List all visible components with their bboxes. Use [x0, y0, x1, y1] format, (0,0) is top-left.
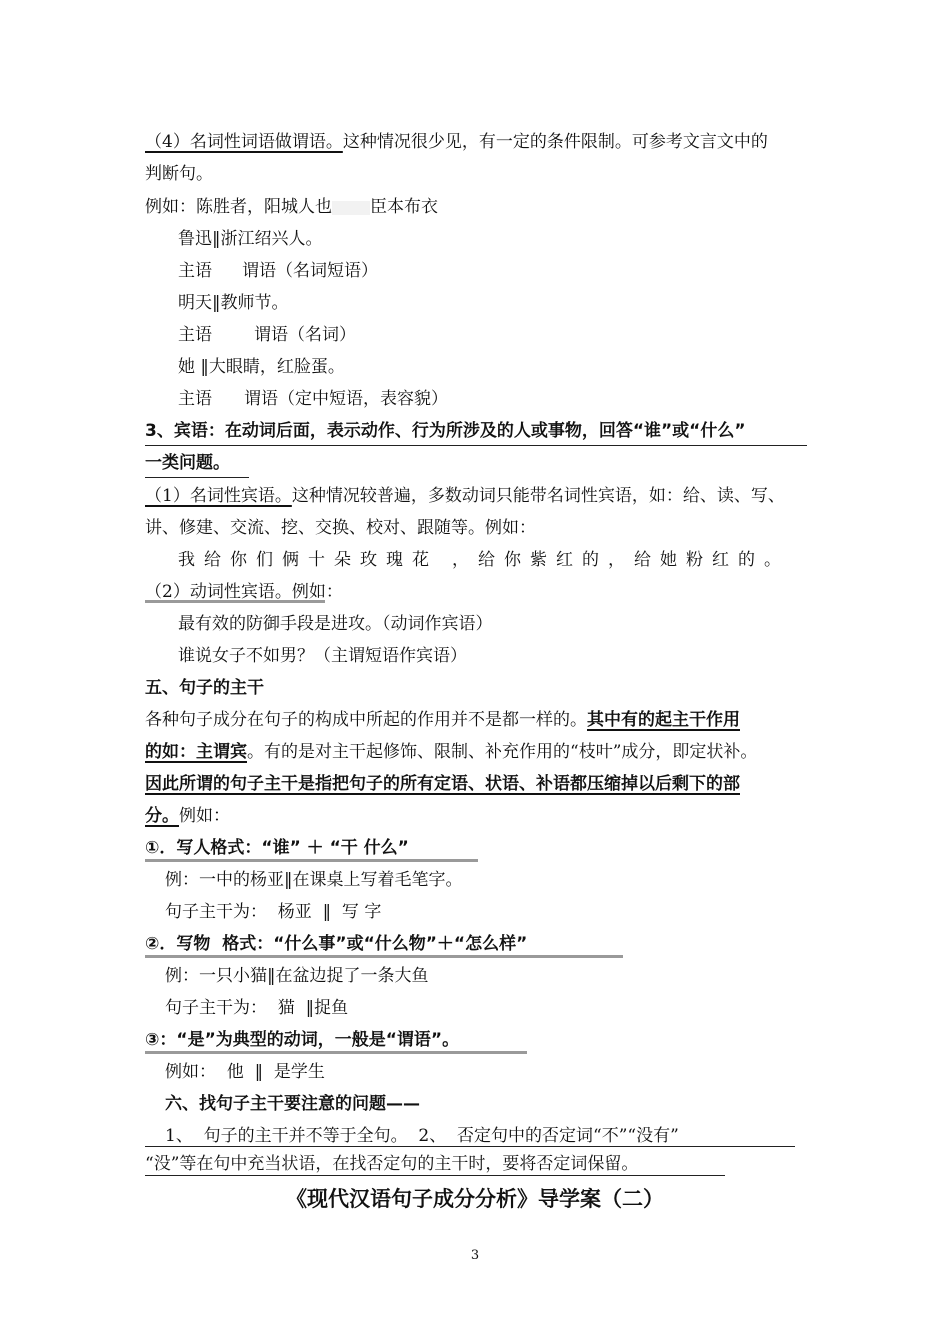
emphasis-text: 分。	[145, 806, 179, 826]
subheading: （2）动词性宾语。	[145, 582, 292, 602]
example-sentence: 例：一中的杨亚‖在课桌上写着毛笔字。	[165, 870, 463, 890]
page-number: 3	[470, 1248, 480, 1263]
section-heading: 五、句子的主干	[145, 678, 264, 698]
formula-heading: ②．写物 格式：“什么事”或“什么物”＋“怎么样”	[145, 934, 528, 954]
example-sentence: 鲁迅‖浙江绍兴人。	[178, 229, 323, 249]
predicate-label: 谓语（名词）	[254, 325, 356, 345]
document-title: 《现代汉语句子成分分析》导学案（二）	[286, 1187, 664, 1211]
heading-underline	[145, 445, 807, 446]
gray-underline	[145, 1051, 527, 1054]
example-line	[145, 196, 438, 218]
formula-heading: ①．写人格式：“谁” ＋ “干 什么”	[145, 838, 409, 858]
emphasis-text: 因此所谓的句子主干是指把句子的所有定语、状语、补语都压缩掉以后剩下的部	[145, 774, 740, 794]
subject-label: 主语	[178, 389, 212, 409]
paragraph-line	[145, 709, 740, 731]
paragraph-line	[145, 805, 230, 827]
paragraph-line: 判断句。	[145, 164, 213, 184]
paragraph-line	[145, 741, 757, 763]
predicate-label: 谓语（名词短语）	[242, 261, 378, 281]
section-heading: 六、找句子主干要注意的问题——	[165, 1094, 420, 1114]
gray-underline	[145, 600, 325, 603]
example-sentence	[178, 549, 790, 571]
section-heading: 3、宾语：在动词后面，表示动作、行为所涉及的人或事物，回答“谁”或“什么”	[145, 421, 746, 441]
example-analysis	[178, 260, 378, 282]
note-line: “没”等在句中充当状语，在找否定句的主干时，要将否定词保留。	[145, 1154, 639, 1174]
example-analysis: 句子主干为： 猫 ‖捉鱼	[165, 998, 349, 1018]
body-text: 。有的是对主干起修饰、限制、补充作用的“枝叶”成分，即定状补。	[247, 742, 758, 762]
body-text: 这种情况很少见，有一定的条件限制。可参考文言文中的	[342, 132, 768, 152]
emphasis-text: 其中有的起主干作用	[587, 710, 740, 730]
body-text: 例如：	[291, 582, 343, 602]
section-heading: 一类问题。	[145, 453, 230, 473]
example-analysis	[178, 324, 356, 346]
body-text: 这种情况较普遍，多数动词只能带名词性宾语，如：给、读、写、	[291, 486, 785, 506]
example-sentence: 例：一只小猫‖在盆边捉了一条大鱼	[165, 966, 429, 986]
example-label: 例如：陈胜者，阳城人也	[145, 197, 332, 217]
example-sentence: 谁说女子不如男？（主谓短语作宾语）	[178, 646, 467, 666]
subject-label: 主语	[178, 261, 212, 281]
body-text: 例如：	[179, 806, 230, 826]
example-sentence: 明天‖教师节。	[178, 293, 289, 313]
formula-heading: ③：“是”为典型的动词，一般是“谓语”。	[145, 1030, 460, 1050]
emphasis-text: 的如：主谓宾	[145, 742, 247, 762]
predicate-label: 谓语（定中短语，表容貌）	[244, 389, 448, 409]
example-text: 臣本布衣	[370, 197, 438, 217]
gray-underline	[145, 859, 478, 862]
gray-underline	[145, 955, 623, 958]
example-sentence: 她 ‖大眼睛，红脸蛋。	[178, 357, 345, 377]
example-analysis: 句子主干为： 杨亚 ‖ 写 字	[165, 902, 382, 922]
paragraph-line	[145, 485, 785, 507]
subheading: （1）名词性宾语。	[145, 486, 292, 506]
paragraph-line	[145, 131, 768, 153]
example-part: ，给你紫红的，给她粉红的。	[452, 550, 790, 570]
subject-label: 主语	[178, 325, 212, 345]
example-analysis: 例如： 他 ‖ 是学生	[165, 1062, 325, 1082]
heading-underline	[145, 477, 249, 478]
example-sentence: 最有效的防御手段是进攻。（动词作宾语）	[178, 614, 493, 634]
note-underline	[145, 1175, 725, 1176]
subheading: （4）名词性词语做谓语。	[145, 132, 343, 152]
body-text: 各种句子成分在句子的构成中所起的作用并不是都一样的。	[145, 710, 587, 730]
note-line: 1、 句子的主干并不等于全句。 2、 否定句中的否定词“不”“没有”	[165, 1126, 679, 1146]
note-underline	[145, 1146, 795, 1147]
example-analysis	[178, 388, 448, 410]
example-part: 我给你们俩十朵玫瑰花	[178, 550, 438, 570]
paragraph-line: 讲、修建、交流、挖、交换、校对、跟随等。例如：	[145, 518, 536, 538]
